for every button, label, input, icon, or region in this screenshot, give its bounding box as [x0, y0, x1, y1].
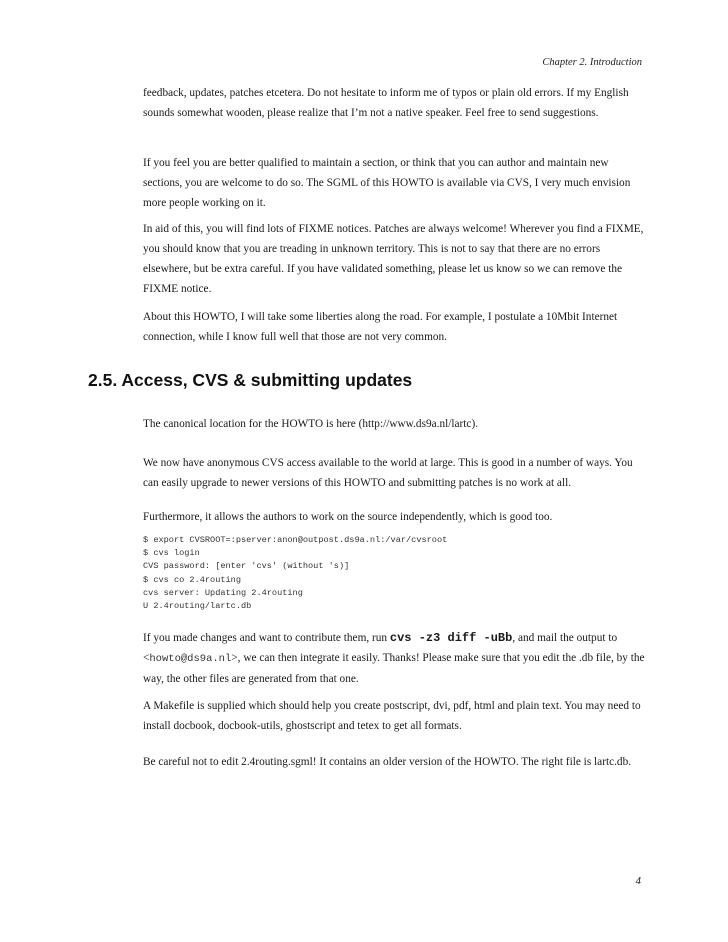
paragraph-careful-sgml: Be careful not to edit 2.4routing.sgml! It contains an older version of the HOWTO. The right file is lartc.db.: [143, 756, 632, 768]
email-close-bracket: >: [231, 652, 238, 664]
paragraph-feedback: feedback, updates, patches etcetera. Do not hesitate to inform me of typos or plain old errors. If my English sounds somewhat wooden, please realize that I’m not a native speaker. Feel free to send suggestions.: [143, 87, 629, 119]
email-open-bracket: <: [143, 652, 150, 664]
contribute-text-mid: , and mail the output to: [512, 632, 618, 644]
paragraph-makefile: A Makefile is supplied which should help you create postscript, dvi, pdf, html and plain text. You may need to install docbook, docbook-utils, ghostscript and tetex to get all formats.: [143, 700, 641, 732]
contribute-text-end: , we can then integrate it easily. Thanks! Please make sure that you edit the .db file, by the way, the other files are generated from that one.: [143, 652, 645, 685]
paragraph-liberties: About this HOWTO, I will take some liberties along the road. For example, I postulate a 10Mbit Internet connection, while I know full well that those are not very common.: [143, 311, 618, 343]
page-number: 4: [635, 875, 641, 887]
paragraph-authors-independent: Furthermore, it allows the authors to work on the source independently, which is good too.: [143, 511, 553, 523]
paragraph-maintain-section: If you feel you are better qualified to maintain a section, or think that you can author and maintain new sections, you are welcome to do so. The SGML of this HOWTO is available via CVS, I very much envision more people working on it.: [143, 157, 631, 209]
section-title: 2.5. Access, CVS & submitting updates: [88, 370, 413, 390]
paragraph-canonical-location: The canonical location for the HOWTO is here (http://www.ds9a.nl/lartc).: [143, 418, 479, 430]
paragraph-cvs-access: We now have anonymous CVS access available to the world at large. This is good in a number of ways. You can easily upgrade to newer versions of this HOWTO and submitting patches is no work at all.: [143, 457, 633, 489]
cvs-diff-command: cvs -z3 diff -uBb: [389, 631, 513, 645]
email-address: howto@ds9a.nl: [149, 653, 232, 665]
contribute-text-start: If you made changes and want to contribute them, run: [143, 632, 390, 644]
paragraph-fixme: In aid of this, you will find lots of FIXME notices. Patches are always welcome! Wherever you find a FIXME, you should know that you are treading in unknown territory. This is not to say that there are no errors elsewhere, but be extra careful. If you have validated something, please let us know so we can remove the FIXME notice.: [143, 223, 644, 295]
paragraph-contribute: [143, 628, 645, 689]
running-head: Chapter 2. Introduction: [542, 57, 642, 68]
cvs-code-block: $ export CVSROOT=:pserver:anon@outpost.ds9a.nl:/var/cvsroot $ cvs login CVS password: [enter 'cvs' (without 's)] $ cvs co 2.4routing cvs server: Updating 2.4routing U 2.4routing/lartc.db: [143, 535, 448, 612]
